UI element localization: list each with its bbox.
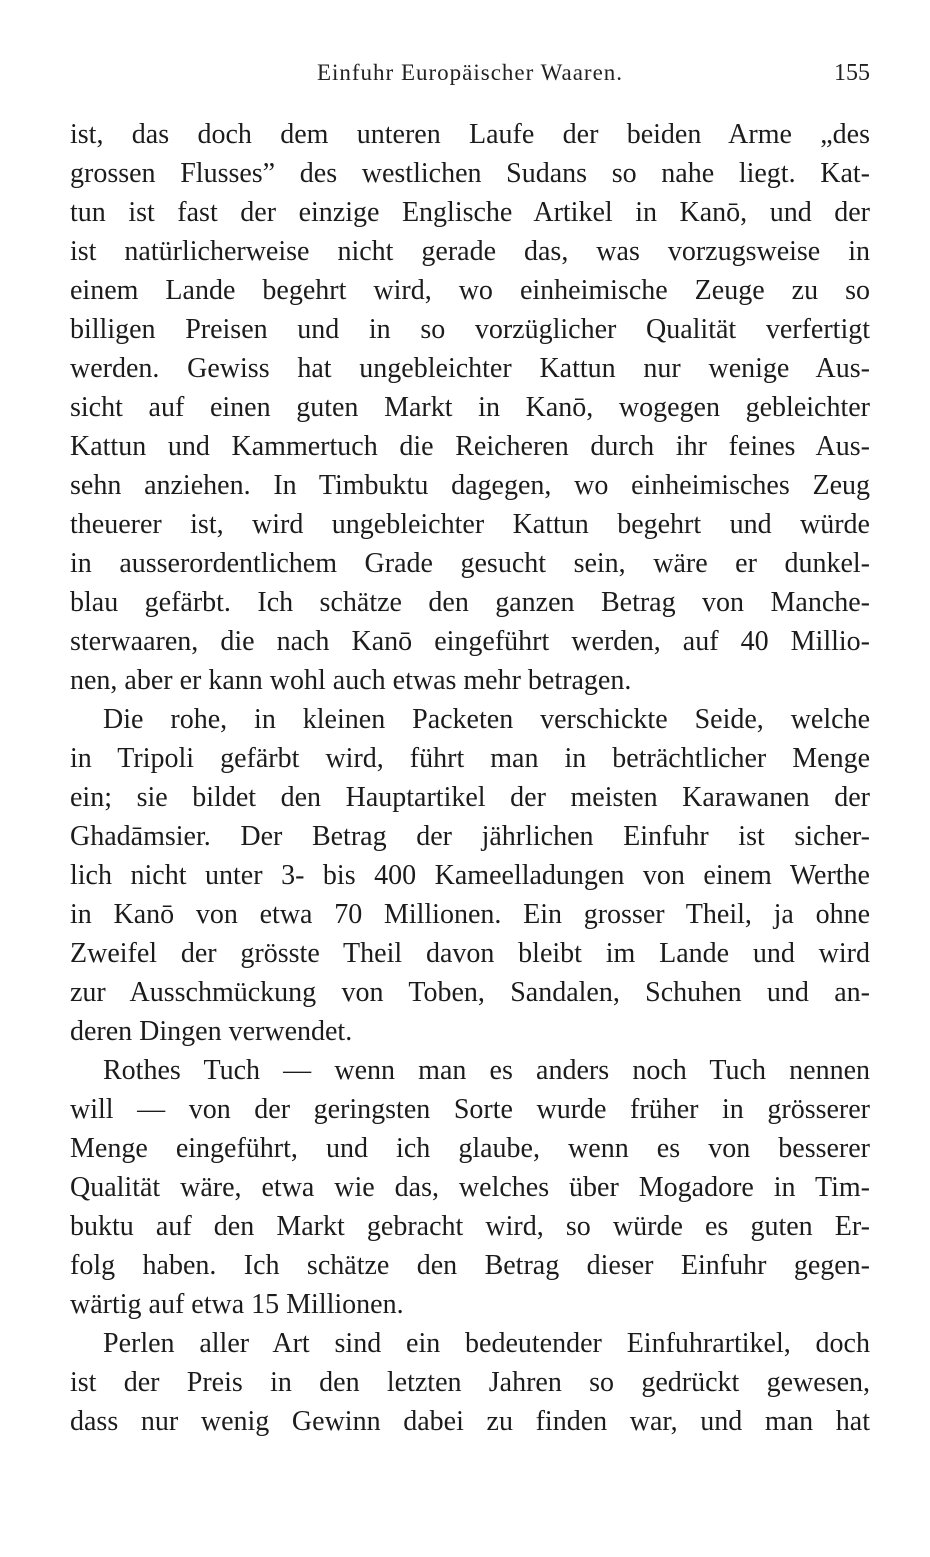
- paragraph: [70, 1051, 870, 1324]
- paragraph: [70, 115, 870, 700]
- text-line: in Kanō von etwa 70 Millionen. Ein grosser Theil, ja ohne: [70, 899, 870, 930]
- page-header: [70, 60, 870, 100]
- text-line: Rothes Tuch — wenn man es anders noch Tuch nennen: [103, 1055, 870, 1086]
- text-line: lich nicht unter 3- bis 400 Kameelladungen von einem Werthe: [70, 860, 870, 891]
- text-line: werden. Gewiss hat ungebleichter Kattun nur wenige Aus-: [70, 353, 870, 384]
- text-line: will — von der geringsten Sorte wurde früher in grösserer: [70, 1094, 870, 1125]
- text-line: einem Lande begehrt wird, wo einheimische Zeuge zu so: [70, 275, 870, 306]
- text-line: Menge eingeführt, und ich glaube, wenn es von besserer: [70, 1133, 870, 1164]
- text-line: grossen Flusses” des westlichen Sudans so nahe liegt. Kat-: [70, 158, 870, 189]
- paragraph: [70, 700, 870, 1051]
- text-line: sicht auf einen guten Markt in Kanō, wogegen gebleichter: [70, 392, 870, 423]
- text-line: billigen Preisen und in so vorzüglicher Qualität verfertigt: [70, 314, 870, 345]
- page-body: [70, 115, 870, 1441]
- text-line: Perlen aller Art sind ein bedeutender Einfuhrartikel, doch: [103, 1328, 870, 1359]
- text-line: Zweifel der grösste Theil davon bleibt im Lande und wird: [70, 938, 870, 969]
- text-line: buktu auf den Markt gebracht wird, so würde es guten Er-: [70, 1211, 870, 1242]
- paragraph: [70, 1324, 870, 1441]
- text-line: wärtig auf etwa 15 Millionen.: [70, 1289, 404, 1320]
- text-line: Kattun und Kammertuch die Reicheren durch ihr feines Aus-: [70, 431, 870, 462]
- text-line: ein; sie bildet den Hauptartikel der meisten Karawanen der: [70, 782, 870, 813]
- running-head: Einfuhr Europäischer Waaren.: [316, 60, 624, 85]
- text-line: ist, das doch dem unteren Laufe der beiden Arme „des: [70, 119, 870, 150]
- text-line: folg haben. Ich schätze den Betrag dieser Einfuhr gegen-: [70, 1250, 870, 1281]
- page-number: 155: [834, 60, 870, 86]
- text-line: zur Ausschmückung von Toben, Sandalen, Schuhen und an-: [70, 977, 870, 1008]
- text-line: nen, aber er kann wohl auch etwas mehr betragen.: [70, 665, 632, 696]
- text-line: in ausserordentlichem Grade gesucht sein, wäre er dunkel-: [70, 548, 870, 579]
- text-line: ist der Preis in den letzten Jahren so gedrückt gewesen,: [70, 1367, 870, 1398]
- text-line: Ghadāmsier. Der Betrag der jährlichen Einfuhr ist sicher-: [70, 821, 870, 852]
- text-line: sterwaaren, die nach Kanō eingeführt werden, auf 40 Millio-: [70, 626, 870, 657]
- text-line: tun ist fast der einzige Englische Artikel in Kanō, und der: [70, 197, 870, 228]
- text-line: sehn anziehen. In Timbuktu dagegen, wo einheimisches Zeug: [70, 470, 870, 501]
- text-line: Die rohe, in kleinen Packeten verschickte Seide, welche: [103, 704, 870, 735]
- text-line: theuerer ist, wird ungebleichter Kattun begehrt und würde: [70, 509, 870, 540]
- text-line: Qualität wäre, etwa wie das, welches über Mogadore in Tim-: [70, 1172, 870, 1203]
- text-line: blau gefärbt. Ich schätze den ganzen Betrag von Manche-: [70, 587, 870, 618]
- text-line: ist natürlicherweise nicht gerade das, was vorzugsweise in: [70, 236, 870, 267]
- text-line: deren Dingen verwendet.: [70, 1016, 353, 1047]
- text-line: in Tripoli gefärbt wird, führt man in beträchtlicher Menge: [70, 743, 870, 774]
- text-line: dass nur wenig Gewinn dabei zu finden war, und man hat: [70, 1406, 870, 1437]
